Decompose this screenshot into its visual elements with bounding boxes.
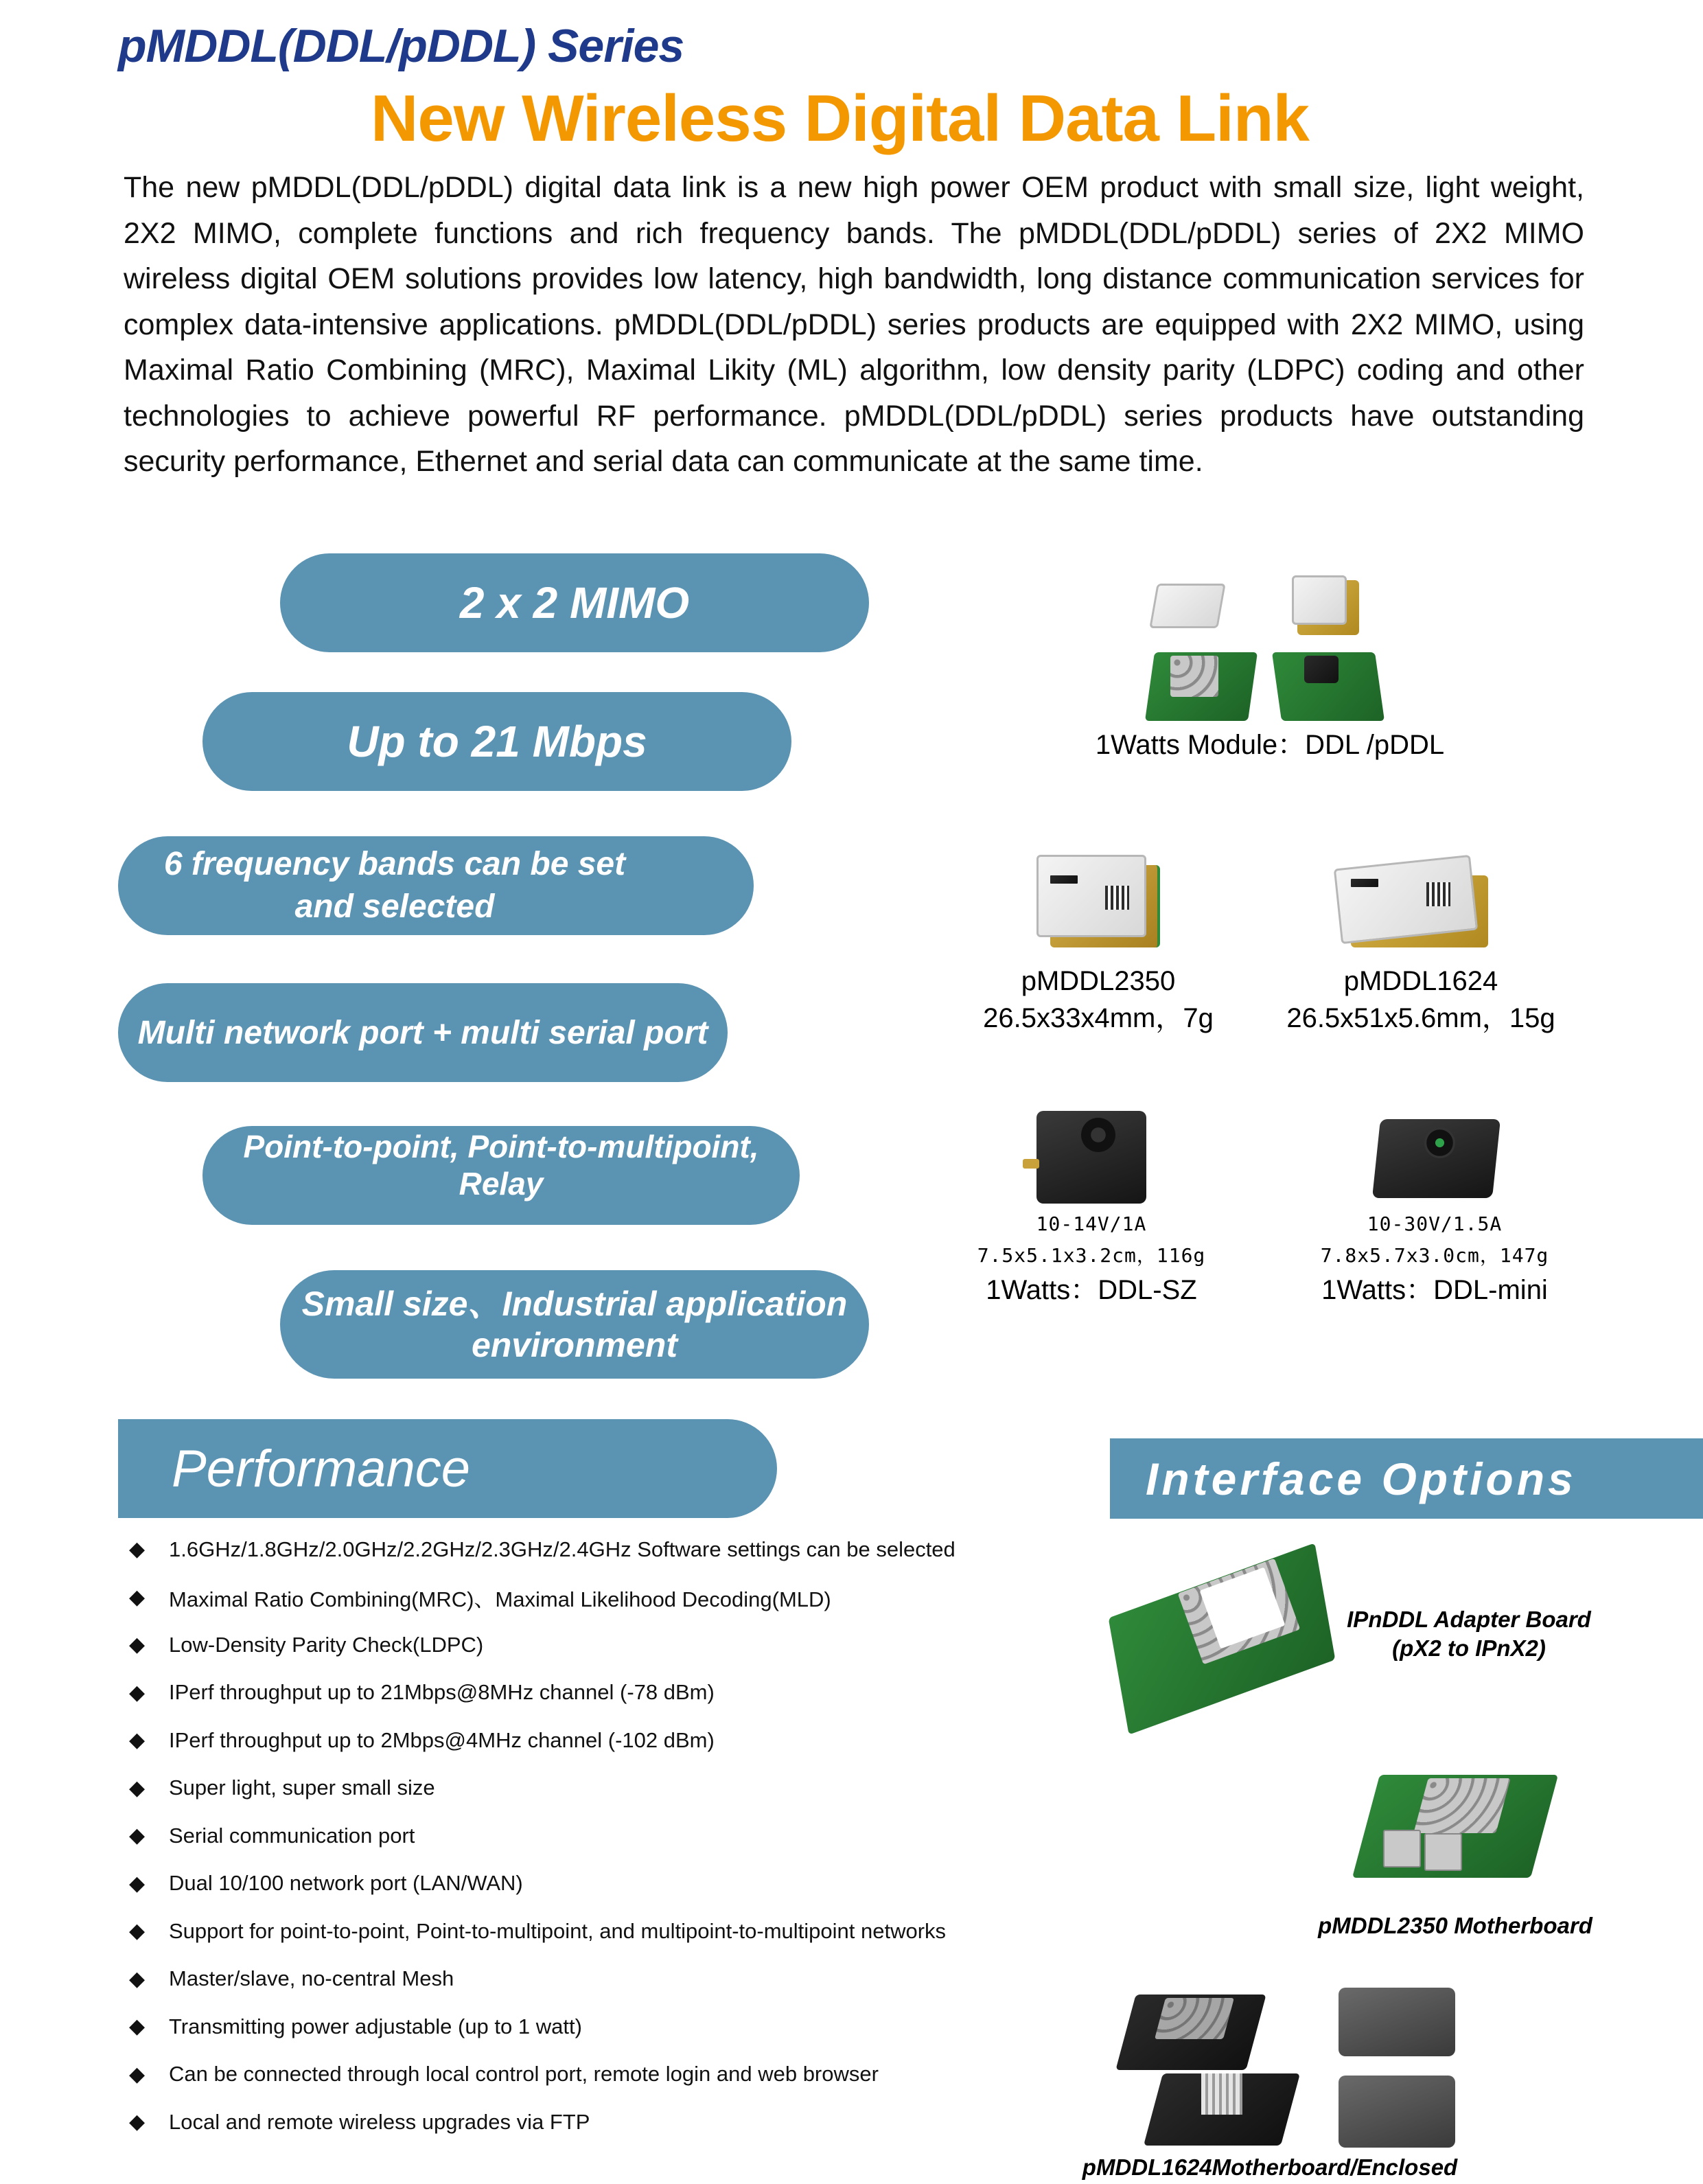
diamond-bullet-icon: ◆ [129,1824,146,1848]
feature-label: 2 x 2 MIMO [459,578,690,628]
feature-label: Multi network port + multi serial port [137,1014,708,1051]
diamond-bullet-icon: ◆ [129,2015,146,2038]
list-item: ◆ 1.6GHz/1.8GHz/2.0GHz/2.2GHz/2.3GHz/2.4GHz Software settings can be selected [129,1537,955,1561]
series-title: pMDDL(DDL/pDDL) Series [118,20,684,72]
pmddl1624-motherboard-enclosed-image [1112,1988,1469,2149]
ddl-sz-size: 7.5x5.1x3.2cm，116g [977,1244,1206,1267]
feature-label: Up to 21 Mbps [347,717,647,766]
feature-label: 6 frequency bands can be set [163,846,626,882]
pmddl1624-name: pMDDL1624 [1343,966,1498,996]
list-item: ◆ Low-Density Parity Check(LDPC) [129,1632,484,1657]
pmddl1624-motherboard-caption: pMDDL1624Motherboard/Enclosed [1082,2154,1458,2180]
pmddl2350-motherboard-image [1366,1761,1551,1888]
diamond-bullet-icon: ◆ [129,1967,146,1990]
module-group-image [1139,570,1524,728]
ddl-mini-image [1376,1112,1500,1202]
performance-title: Performance [172,1439,471,1498]
feature-pill-frequency-bands [118,836,754,935]
main-title: New Wireless Digital Data Link [371,82,1309,155]
list-item: ◆ Dual 10/100 network port (LAN/WAN) [129,1871,523,1896]
pmddl1624-spec: 26.5x51x5.6mm，15g [1286,1003,1555,1033]
list-item: ◆ IPerf throughput up to 21Mbps@8MHz channel (-78 dBm) [129,1680,715,1705]
list-item: ◆ Serial communication port [129,1823,415,1848]
diamond-bullet-icon: ◆ [129,1920,146,1943]
diamond-bullet-icon: ◆ [129,1633,146,1657]
diamond-bullet-icon: ◆ [129,1585,146,1609]
diamond-bullet-icon: ◆ [129,2111,146,2134]
list-item: ◆ Master/slave, no-central Mesh [129,1966,454,1991]
list-item: ◆ Local and remote wireless upgrades via FTP [129,2109,590,2134]
list-item: ◆ Super light, super small size [129,1775,435,1800]
ddl-mini-name: 1Watts：DDL-mini [1321,1275,1548,1305]
pmddl1624-image [1337,855,1495,947]
list-item: ◆ Transmitting power adjustable (up to 1 watt) [129,2014,582,2038]
ddl-sz-name: 1Watts：DDL-SZ [986,1275,1197,1305]
pmddl2350-image [1036,855,1160,947]
interface-options-header [1110,1438,1703,1519]
list-item: ◆ IPerf throughput up to 2Mbps@4MHz channel (-102 dBm) [129,1727,715,1752]
feature-pill-ports [118,983,728,1082]
feature-pill-mimo [280,553,869,652]
feature-label-line2: environment [471,1326,678,1364]
adapter-board-image [1105,1560,1339,1718]
feature-pill-throughput [202,692,791,791]
diamond-bullet-icon: ◆ [129,1776,146,1800]
performance-header [118,1419,777,1518]
list-item: ◆ Support for point-to-point, Point-to-multipoint, and multipoint-to-multipoint networks [129,1918,947,1943]
pmddl2350-spec: 26.5x33x4mm，7g [983,1003,1214,1033]
diamond-bullet-icon: ◆ [129,2062,146,2086]
feature-pill-topology [202,1126,800,1225]
diamond-bullet-icon: ◆ [129,1681,146,1704]
list-item: ◆ Maximal Ratio Combining(MRC)、Maximal Likelihood Decoding(MLD) [129,1585,831,1611]
pmddl2350-name: pMDDL2350 [1021,966,1176,996]
adapter-board-caption: IPnDDL Adapter Board (pX2 to IPnX2) [1347,1607,1591,1661]
ddl-sz-power: 10-14V/1A [1036,1212,1147,1235]
intro-paragraph: The new pMDDL(DDL/pDDL) digital data link is a new high power OEM product with small size, light weight, 2X2 MIMO, complete functions and rich frequency bands. The pMDDL(DDL/pDDL) series of 2X2 MIMO wireless digital OEM solutions provides low latency, high bandwidth, long distance communication services for complex data-intensive applications. pMDDL(DDL/pDDL) series products are equipped with 2X2 MIMO, using Maximal Ratio Combining (MRC), Maximal Likity (ML) algorithm, low density parity (LDPC) coding and other technologies to achieve powerful RF performance. pMDDL(DDL/pDDL) series products have outstanding security performance, Ethernet and serial data can communicate at the same time. [124,171,1584,478]
diamond-bullet-icon: ◆ [129,1538,146,1561]
feature-label-line2: and selected [294,888,495,925]
pmddl2350-motherboard-caption: pMDDL2350 Motherboard [1318,1913,1592,1938]
interface-options-title: Interface Options [1146,1453,1577,1504]
diamond-bullet-icon: ◆ [129,1872,146,1895]
ddl-mini-power: 10-30V/1.5A [1367,1212,1503,1235]
performance-list [129,1526,1042,2146]
feature-label: Point-to-point, Point-to-multipoint, Relay [243,1129,759,1202]
feature-label: Small size、Industrial application [301,1285,848,1323]
ddl-mini-size: 7.8x5.7x3.0cm，147g [1320,1244,1549,1267]
diamond-bullet-icon: ◆ [129,1729,146,1752]
list-item: ◆ Can be connected through local control port, remote login and web browser [129,2062,879,2087]
module-caption: 1Watts Module：DDL /pDDL [1095,730,1445,760]
feature-pill-small-size [280,1270,869,1379]
ddl-sz-image [1023,1104,1153,1207]
